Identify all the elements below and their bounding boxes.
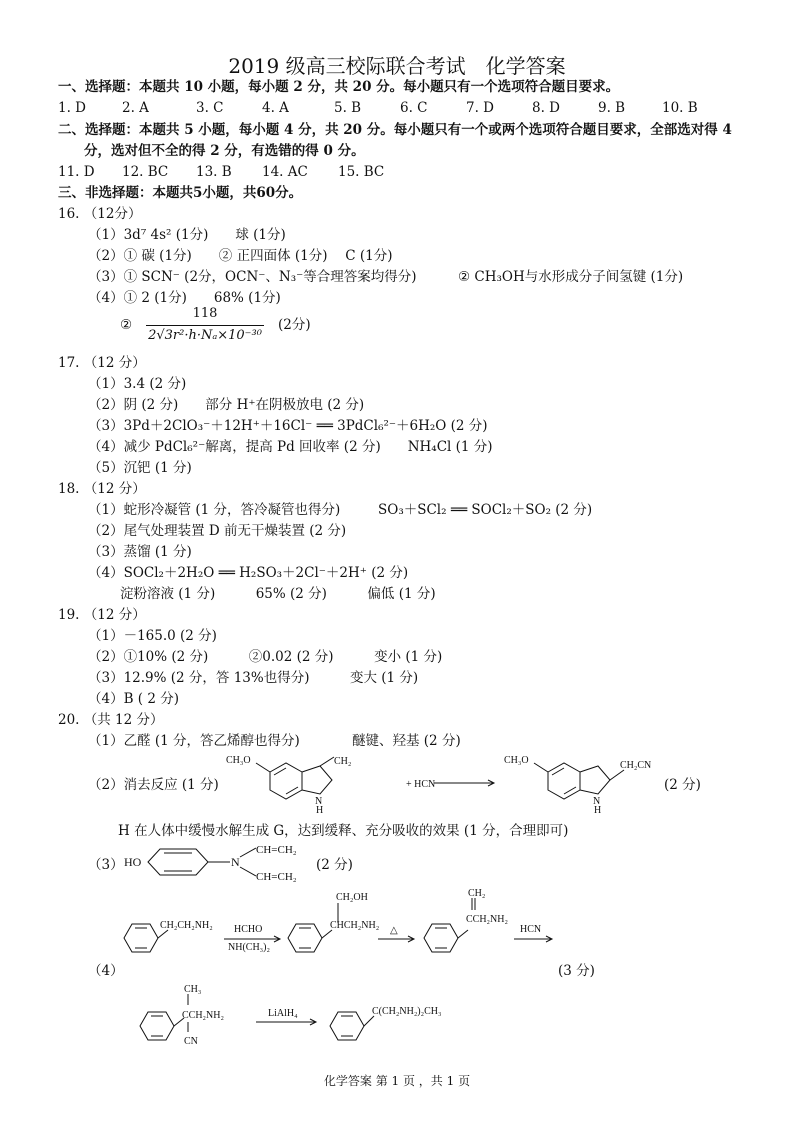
- chem-hcho: HCHO: [234, 924, 263, 935]
- q16-line2: （2）① 碳 (1分) ② 正四面体 (1分) C (1分): [88, 248, 393, 264]
- chem-vinyl-b: CH=CH₂: [256, 871, 297, 883]
- section-2-answer-1: 11. D: [58, 164, 95, 180]
- section-1-answer-7: 7. D: [466, 100, 494, 116]
- q16-line5-score: (2分): [278, 317, 311, 333]
- q17-heading: 17. （12 分）: [58, 355, 146, 371]
- chem-h-2: H: [594, 805, 602, 816]
- chem-r1: CH₂CH₂NH₂: [160, 920, 213, 931]
- q16-line3b: ② CH₃OH与水形成分子间氢键 (1分): [458, 269, 684, 285]
- q19-heading: 19. （12 分）: [58, 607, 146, 623]
- q19-line4: （4）B ( 2 分): [88, 691, 180, 707]
- section-1-heading: 一、选择题：本题共 10 小题，每小题 2 分，共 20 分。每小题只有一个选项符合题目要求。: [58, 79, 620, 95]
- q20-heading: 20. （共 12 分）: [58, 712, 164, 728]
- benzene-5-structure: [330, 1012, 374, 1040]
- section-1-answer-10: 10. B: [662, 100, 698, 116]
- benzene-4-structure: [140, 994, 188, 1040]
- q16-line1: （1）3d⁷ 4s² (1分) 球 (1分): [88, 227, 286, 243]
- q18-line3: （3）蒸馏 (1 分): [88, 544, 192, 560]
- section-2-answer-3: 13. B: [196, 164, 232, 180]
- section-1-answer-8: 8. D: [532, 100, 560, 116]
- indoline-reactant-structure: [256, 757, 334, 799]
- q19-line3: （3）12.9% (2 分，答 13%也得分) 变大 (1 分): [88, 670, 419, 686]
- chem-r4: CCH₂NH₂: [182, 1010, 224, 1021]
- chem-hcn: HCN: [520, 924, 542, 935]
- q18-line1a: （1）蛇形冷凝管 (1 分，答冷凝管也得分): [88, 502, 341, 518]
- q20-line3: （3）: [88, 857, 124, 873]
- chem-h-1: H: [316, 805, 324, 816]
- section-1-answer-1: 1. D: [58, 100, 86, 116]
- q18-line4: （4）SOCl₂＋2H₂O ══ H₂SO₃＋2Cl⁻＋2H⁺ (2 分): [88, 565, 409, 581]
- chem-ch2-exo: CH₂: [334, 756, 352, 767]
- chem-ch3o-1: CH₃O: [226, 755, 251, 766]
- chem-ch2oh: CH₂OH: [336, 892, 368, 903]
- chem-plus-hcn: + HCN: [406, 779, 436, 790]
- q20-line2-score: (2 分): [664, 777, 701, 793]
- chem-ch3: CH₃: [184, 984, 202, 995]
- q20-line1b: 醚键、羟基 (2 分): [352, 733, 461, 749]
- q17-line3: （3）3Pd＋2ClO₃⁻＋12H⁺＋16Cl⁻ ══ 3PdCl₆²⁻＋6H₂O (2 分): [88, 418, 488, 434]
- q16-heading: 16. （12分）: [58, 206, 142, 222]
- section-2-answer-2: 12. BC: [122, 164, 169, 180]
- chem-delta: △: [390, 925, 398, 936]
- q20-line4-score: (3 分): [558, 963, 595, 979]
- q20-line4: （4）: [88, 963, 124, 979]
- q17-line4: （4）减少 PdCl₆²⁻解离，提高 Pd 回收率 (2 分) NH₄Cl (1 分): [88, 439, 493, 455]
- q20-line3-score: (2 分): [316, 857, 353, 873]
- chem-cn: CN: [184, 1036, 198, 1047]
- q16-line4: （4）① 2 (1分) 68% (1分): [88, 290, 281, 306]
- chem-nh-1: N: [315, 796, 323, 807]
- chem-r3: CCH₂NH₂: [466, 914, 508, 925]
- section-2-heading-line2: 分，选对但不全的得 2 分，有选错的得 0 分。: [84, 143, 365, 159]
- chem-r2: CHCH₂NH₂: [330, 920, 380, 931]
- indoline-product-structure: [534, 763, 624, 799]
- q19-line1: （1）－165.0 (2 分): [88, 628, 217, 644]
- section-2-answer-4: 14. AC: [262, 164, 308, 180]
- section-2-answer-5: 15. BC: [338, 164, 385, 180]
- fraction-denominator: 2√3r²·h·Nₐ×10⁻³⁰: [148, 328, 262, 343]
- chem-ch2-top: CH₂: [468, 888, 486, 899]
- chem-ch2cn: CH₂CN: [620, 760, 652, 771]
- section-2-heading-line1: 二、选择题：本题共 5 小题，每小题 4 分，共 20 分。每小题只有一个或两个选项符合题目要求，全部选对得 4: [58, 122, 732, 138]
- q16-line5-marker: ②: [120, 317, 133, 333]
- section-1-answer-9: 9. B: [598, 100, 626, 116]
- q20-line2: （2）消去反应 (1 分): [88, 777, 219, 793]
- q16-line3a: （3）① SCN⁻ (2分，OCN⁻、N₃⁻等合理答案均得分): [88, 269, 417, 285]
- q17-line5: （5）沉钯 (1 分): [88, 460, 192, 476]
- fraction-numerator: 118: [192, 306, 218, 321]
- section-1-answer-5: 5. B: [334, 100, 362, 116]
- chem-nh-2: N: [593, 796, 601, 807]
- q18-line1b: SO₃＋SCl₂ ══ SOCl₂＋SO₂ (2 分): [378, 502, 593, 518]
- q17-line1: （1）3.4 (2 分): [88, 376, 187, 392]
- q18-line2: （2）尾气处理装置 D 前无干燥装置 (2 分): [88, 523, 347, 539]
- section-3-heading: 三、非选择题：本题共5小题，共60分。: [58, 185, 303, 201]
- q18-line5: 淀粉溶液 (1 分) 65% (2 分) 偏低 (1 分): [120, 586, 436, 602]
- chem-r5: C(CH₂NH₂)₂CH₃: [372, 1006, 442, 1017]
- q17-line2: （2）阴 (2 分) 部分 H⁺在阴极放电 (2 分): [88, 397, 365, 413]
- chem-n-amine: N: [231, 855, 240, 869]
- chem-ho: HO: [124, 855, 142, 869]
- section-1-answer-2: 2. A: [122, 100, 149, 116]
- chem-ch3o-2: CH₃O: [504, 755, 529, 766]
- q20-line1a: （1）乙醛 (1 分，答乙烯醇也得分): [88, 733, 300, 749]
- section-1-answer-4: 4. A: [262, 100, 289, 116]
- page-title: 2019 级高三校际联合考试 化学答案: [228, 54, 566, 78]
- chem-vinyl-a: CH=CH₂: [256, 844, 297, 856]
- benzene-3-structure: [424, 898, 475, 952]
- chem-nhme2: NH(CH₃)₂: [228, 942, 270, 953]
- q19-line2: （2）①10% (2 分) ②0.02 (2 分) 变小 (1 分): [88, 649, 443, 665]
- q20-line2-note: H 在人体中缓慢水解生成 G，达到缓释、充分吸收的效果 (1 分，合理即可): [118, 823, 569, 839]
- phenol-amine-structure: [148, 848, 256, 876]
- section-1-answer-6: 6. C: [400, 100, 428, 116]
- page-footer: 化学答案 第 1 页 ，共 1 页: [323, 1074, 471, 1088]
- q18-heading: 18. （12 分）: [58, 481, 146, 497]
- chem-lialh4: LiAlH₄: [268, 1008, 298, 1019]
- section-1-answer-3: 3. C: [196, 100, 224, 116]
